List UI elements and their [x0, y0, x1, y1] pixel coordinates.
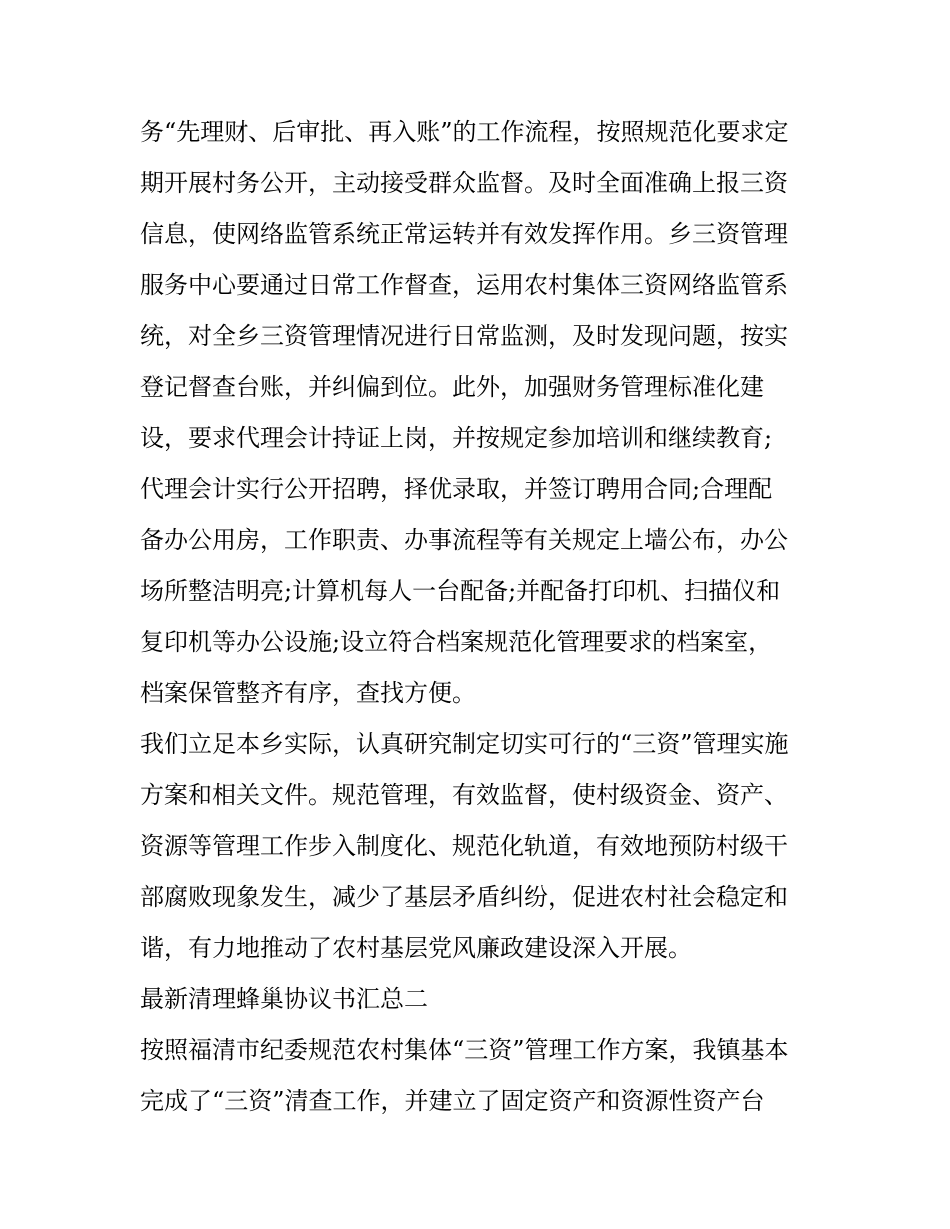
text-line: 期开展村务公开，主动接受群众监督。及时全面准确上报三资 [140, 169, 788, 197]
text-line: 资源等管理工作步入制度化、规范化轨道，有效地预防村级干 [140, 832, 788, 860]
text-line: 代理会计实行公开招聘，择优录取，并签订聘用合同;合理配 [140, 475, 773, 503]
text-line: 备办公用房，工作职责、办事流程等有关规定上墙公布，办公 [140, 526, 788, 554]
text-line: 务“先理财、后审批、再入账”的工作流程，按照规范化要求定 [140, 118, 789, 146]
text-line: 谐，有力地推动了农村基层党风廉政建设深入开展。 [140, 934, 692, 962]
text-line: 设，要求代理会计持证上岗，并按规定参加培训和继续教育; [140, 424, 773, 452]
text-line: 统，对全乡三资管理情况进行日常监测，及时发现问题，按实 [140, 322, 788, 350]
text-line: 服务中心要通过日常工作督查，运用农村集体三资网络监管系 [140, 271, 788, 299]
text-line: 登记督查台账，并纠偏到位。此外，加强财务管理标准化建 [140, 373, 764, 401]
text-line: 场所整洁明亮;计算机每人一台配备;并配备打印机、扫描仪和 [140, 577, 781, 605]
text-line: 我们立足本乡实际，认真研究制定切实可行的“三资”管理实施 [140, 730, 789, 758]
text-line: 档案保管整齐有序，查找方便。 [140, 679, 476, 707]
text-line: 信息，使网络监管系统正常运转并有效发挥作用。乡三资管理 [140, 220, 788, 248]
text-line: 部腐败现象发生，减少了基层矛盾纠纷，促进农村社会稳定和 [140, 883, 788, 911]
section-heading: 最新清理蜂巢协议书汇总二 [140, 985, 428, 1013]
text-line: 方案和相关文件。规范管理，有效监督，使村级资金、资产、 [140, 781, 788, 809]
text-line: 按照福清市纪委规范农村集体“三资”管理工作方案，我镇基本 [140, 1036, 789, 1064]
text-line: 完成了“三资”清查工作，并建立了固定资产和资源性资产台 [140, 1087, 765, 1115]
document-body [140, 107, 820, 1127]
text-line: 复印机等办公设施;设立符合档案规范化管理要求的档案室， [140, 628, 773, 656]
